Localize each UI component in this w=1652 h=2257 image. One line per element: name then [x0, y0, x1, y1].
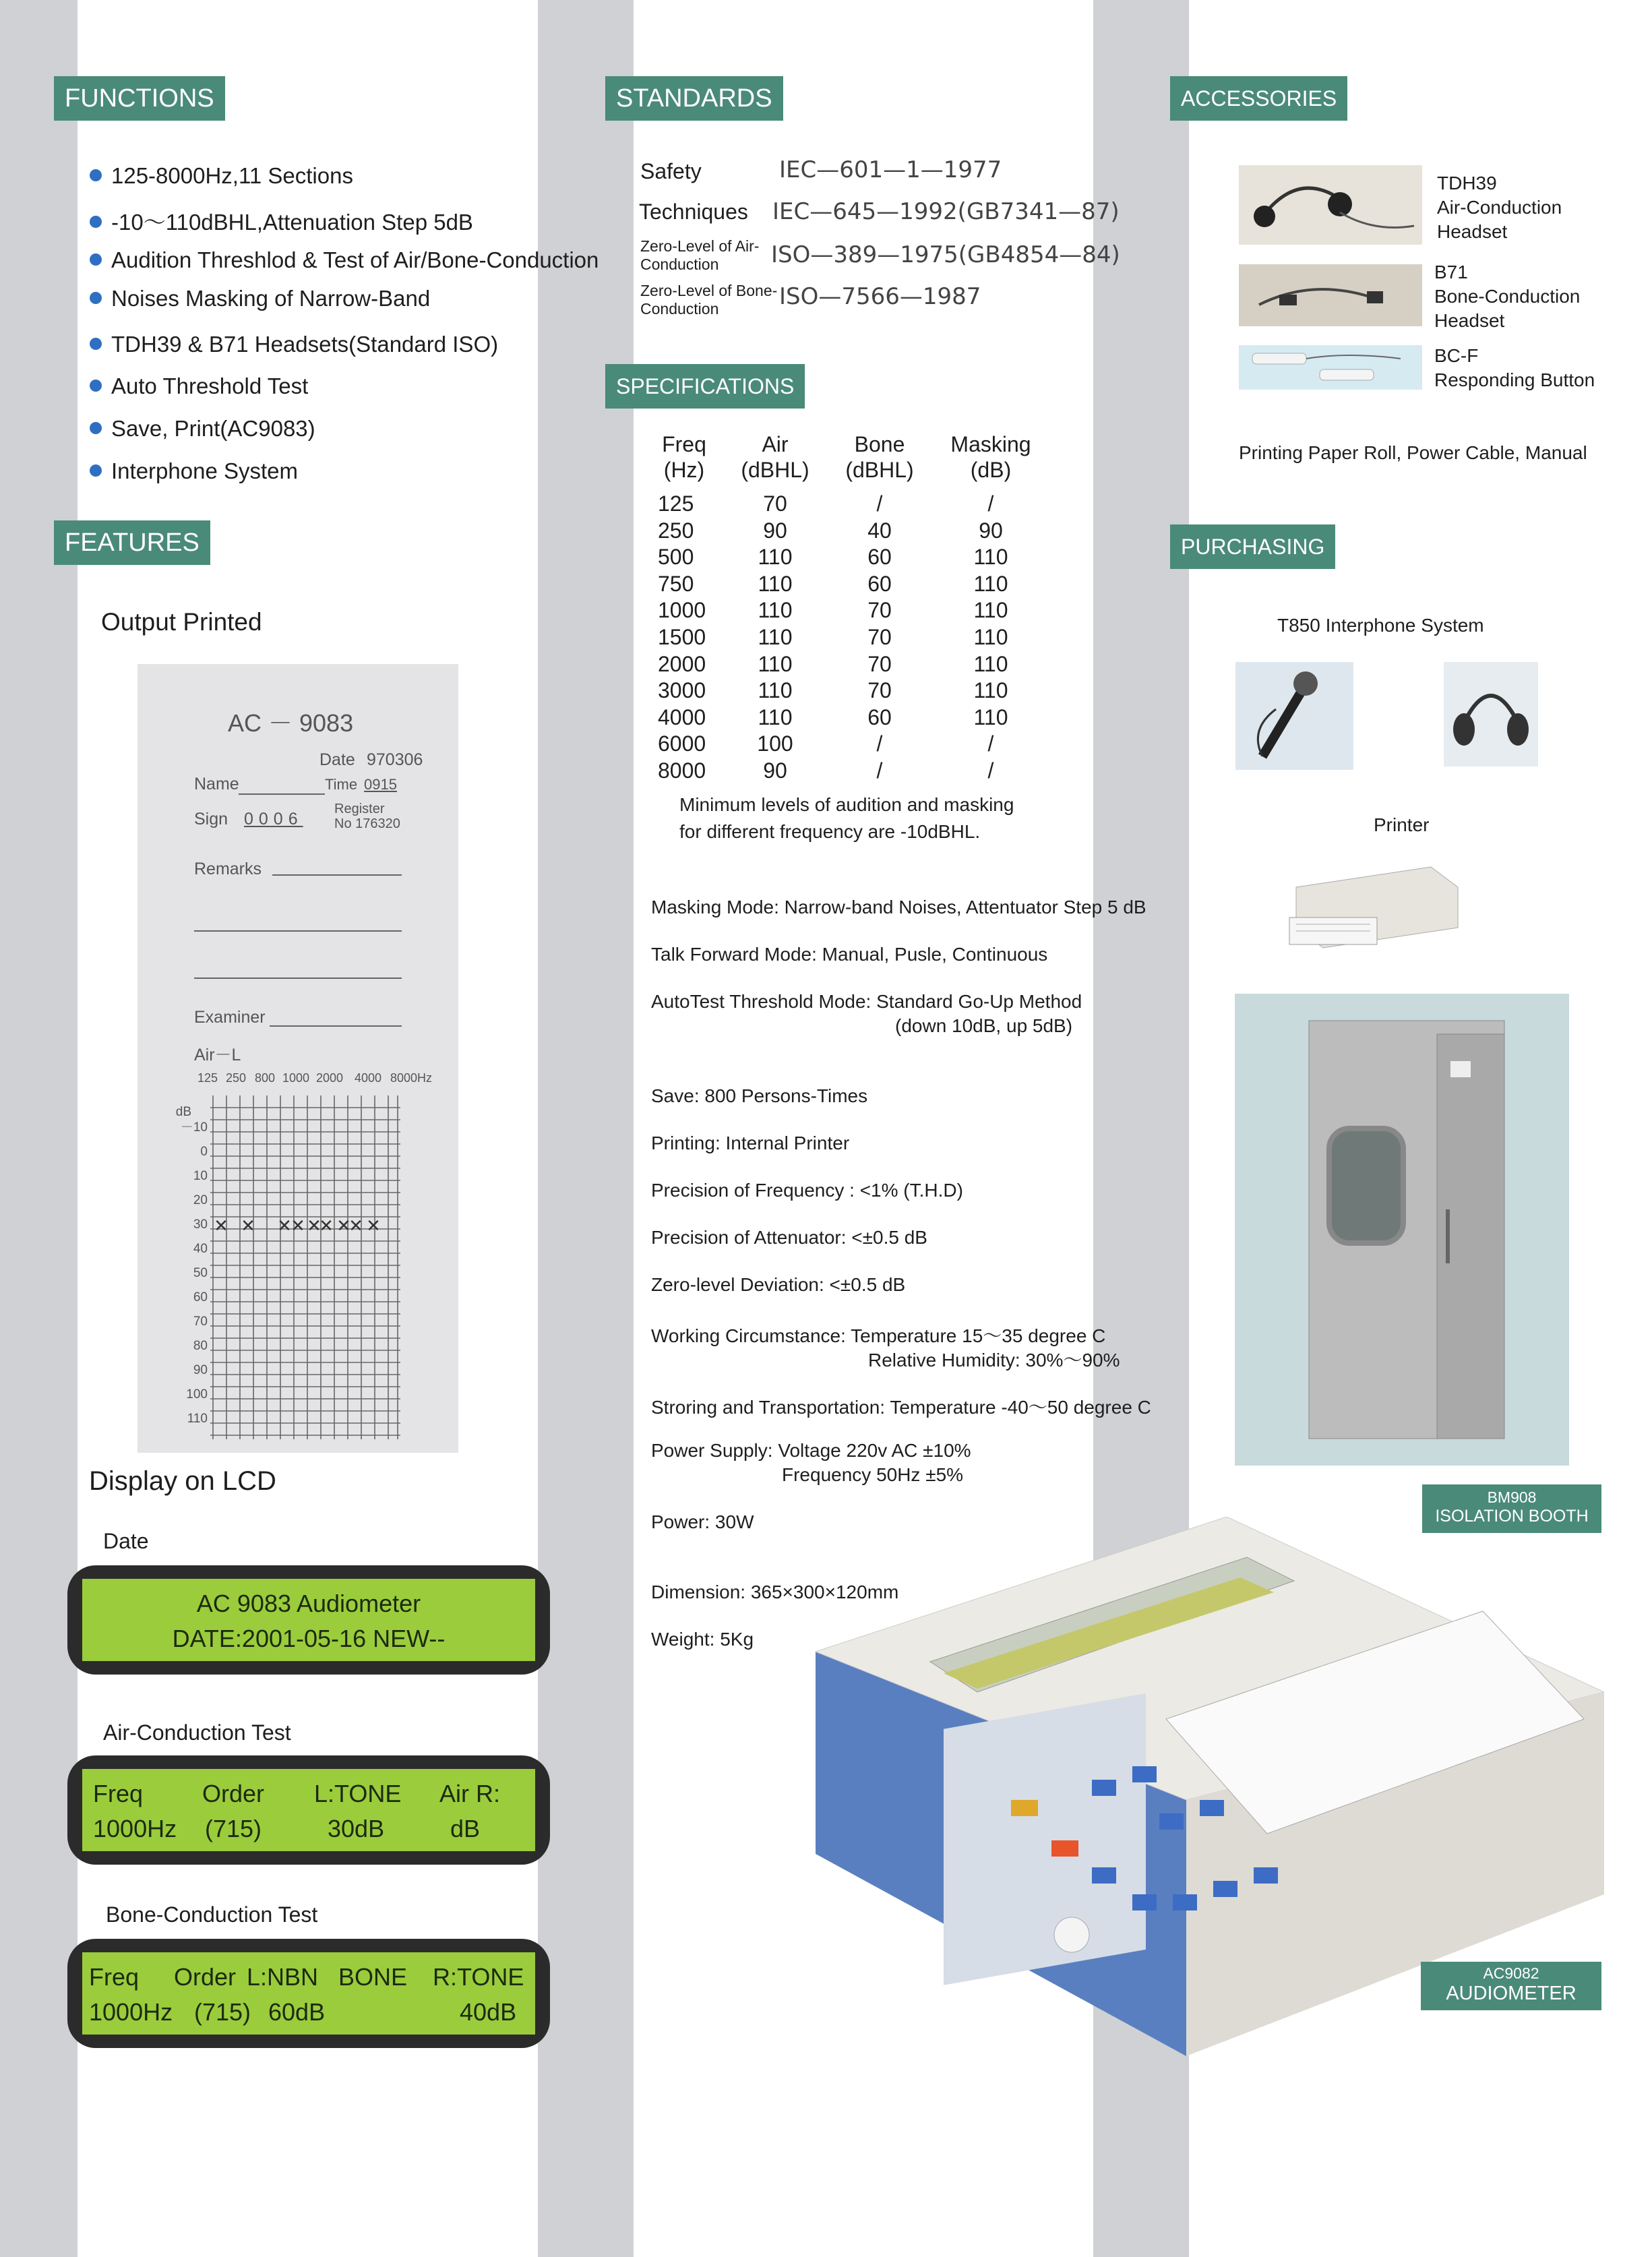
spec-header-cell: Bone (dBHL)	[845, 432, 914, 482]
audiogram-db-label: 90	[193, 1363, 208, 1377]
accessories-extras: Printing Paper Roll, Power Cable, Manual	[1239, 442, 1587, 463]
printout-sign-label: Sign	[194, 810, 228, 829]
printout-remarks-label: Remarks	[194, 860, 262, 878]
lcd-cell: Air R:	[439, 1780, 500, 1807]
spec-line-power: Power: 30W	[651, 1511, 754, 1532]
audiogram-marker: ✕	[214, 1215, 228, 1236]
lcd-cell: (715)	[194, 1998, 251, 2026]
booth-model: BM908	[1487, 1488, 1537, 1506]
spec-header-cell: Freq (Hz)	[662, 432, 706, 482]
lcd-cell: Freq	[89, 1963, 140, 1991]
audiogram-grid	[210, 1095, 400, 1439]
audiogram-db-label: 110	[187, 1412, 208, 1426]
printer-icon	[1276, 847, 1471, 955]
audiogram-marker: ✕	[348, 1215, 363, 1236]
printout-date-value: 970306	[367, 750, 423, 769]
audiogram-marker: ✕	[336, 1215, 351, 1236]
booth-icon	[1235, 994, 1569, 1466]
bone-headset-icon	[1239, 264, 1422, 326]
spec-line-save: Save: 800 Persons-Times	[651, 1085, 868, 1106]
spec-line-dimension: Dimension: 365×300×120mm	[651, 1582, 899, 1602]
lcd-cell: R:TONE	[433, 1963, 524, 1991]
spec-line-working: Working Circumstance: Temperature 15～35 degree C	[651, 1325, 1106, 1346]
printout-sheet	[137, 664, 458, 1453]
audiogram-freq-label: 1000	[282, 1071, 310, 1085]
standards-header: STANDARDS	[605, 76, 783, 121]
audiogram-marker: ✕	[307, 1215, 322, 1236]
printout-register-no: No 176320	[334, 816, 400, 831]
lcd-cell: L:TONE	[314, 1780, 402, 1807]
functions-item: -10～110dBHL,Attenuation Step 5dB	[90, 205, 473, 237]
spec-note: for different frequency are -10dBHL.	[679, 821, 981, 842]
accessories-header: ACCESSORIES	[1170, 76, 1347, 121]
bullet-icon	[90, 338, 102, 350]
lcd-cell: (715)	[205, 1815, 262, 1842]
audiogram-freq-label: 8000Hz	[390, 1071, 433, 1085]
functions-item: Noises Masking of Narrow-Band	[90, 286, 430, 311]
audiogram-db-label: 60	[193, 1290, 208, 1304]
accessory-name: TDH39	[1437, 173, 1497, 193]
audiogram-db-label: 0	[200, 1145, 208, 1159]
left-gray-band	[0, 0, 78, 2257]
audiogram-db-label: 20	[193, 1193, 208, 1207]
bullet-icon	[90, 169, 102, 181]
spec-row: 6000 100 / /	[658, 731, 994, 756]
printout-examiner-label: Examiner	[194, 1008, 266, 1027]
lcd-bone-display	[67, 1939, 550, 2048]
lcd-air-label: Air-Conduction Test	[103, 1720, 291, 1745]
bullet-icon	[90, 253, 102, 266]
audiometer-name: AUDIOMETER	[1446, 1983, 1577, 2004]
spec-row: 2000 110 70 110	[658, 651, 1008, 676]
spec-line-autotest-2: (down 10dB, up 5dB)	[895, 1015, 1073, 1036]
audiogram-db-label: 40	[193, 1242, 208, 1256]
accessory-desc: Air-Conduction	[1437, 197, 1562, 218]
printer-image	[1276, 847, 1471, 955]
audiogram-marker: ✕	[290, 1215, 305, 1236]
responding-button-icon	[1239, 345, 1422, 390]
lcd-date-display	[67, 1565, 550, 1675]
bullet-icon	[90, 216, 102, 228]
audiogram-freq-label: 4000	[354, 1071, 382, 1085]
bullet-icon	[90, 464, 102, 477]
printout-sign-value: 0006	[244, 810, 303, 829]
spec-line-freq-precision: Precision of Frequency : <1% (T.H.D)	[651, 1180, 963, 1201]
printout-date-label: Date	[319, 750, 355, 769]
audiogram-db-label: 10	[193, 1169, 208, 1183]
printout-time-label: Time	[325, 776, 358, 793]
audiogram-freq-label: 800	[254, 1071, 276, 1085]
printout-chart-label: Air－L	[194, 1046, 241, 1064]
audiogram-db-label: －10	[180, 1120, 208, 1135]
functions-item: Auto Threshold Test	[90, 373, 308, 399]
spec-line-atten-precision: Precision of Attenuator: <±0.5 dB	[651, 1227, 927, 1248]
spec-line-power-supply-2: Frequency 50Hz ±5%	[782, 1464, 964, 1485]
audiogram-freq-label: 2000	[315, 1071, 344, 1085]
spec-row: 750 110 60 110	[658, 571, 1008, 596]
lcd-screen	[82, 1769, 535, 1851]
lcd-air-display	[67, 1755, 550, 1865]
accessory-desc: Headset	[1434, 310, 1505, 331]
lcd-cell: 60dB	[268, 1998, 326, 2026]
tdh39-headset-image	[1239, 165, 1422, 245]
spec-line-zero-level: Zero-level Deviation: <±0.5 dB	[651, 1274, 906, 1295]
audiogram-chart	[137, 664, 458, 1453]
interphone-title: T850 Interphone System	[1277, 615, 1484, 636]
booth-name: ISOLATION BOOTH	[1435, 1507, 1589, 1526]
audiometer-model: AC9082	[1483, 1964, 1539, 1982]
printout-register-label: Register	[334, 802, 385, 816]
spec-row: 1500 110 70 110	[658, 624, 1008, 649]
spec-row: 1000 110 70 110	[658, 598, 1008, 623]
lcd-cell: 40dB	[460, 1998, 517, 2026]
standard-label: Zero-Level of Air-Conduction	[640, 237, 760, 273]
accessory-desc: Responding Button	[1434, 369, 1595, 390]
audiogram-marker: ✕	[241, 1215, 255, 1236]
audiogram-marker: ✕	[319, 1215, 334, 1236]
bc-f-button-image	[1239, 345, 1422, 390]
spec-line-power-supply: Power Supply: Voltage 220v AC ±10%	[651, 1440, 971, 1461]
standard-value: ISO—389—1975(GB4854—84)	[771, 241, 1120, 268]
accessory-desc: Bone-Conduction	[1434, 286, 1581, 307]
spec-line-working-2: Relative Humidity: 30%～90%	[868, 1350, 1120, 1371]
lcd-date-label: Date	[103, 1529, 149, 1553]
lcd-cell: 1000Hz	[93, 1815, 177, 1842]
microphone-icon	[1235, 662, 1353, 770]
spec-line-storage: Stroring and Transportation: Temperature -40～50 degree C	[651, 1397, 1151, 1418]
audiogram-db-label: 50	[193, 1266, 208, 1280]
audiometer-caption	[1421, 1962, 1601, 2010]
accessory-desc: Headset	[1437, 221, 1508, 242]
isolation-booth-image	[1235, 994, 1569, 1466]
features-header: FEATURES	[54, 520, 210, 565]
spec-line-autotest: AutoTest Threshold Mode: Standard Go-Up Method	[651, 991, 1082, 1012]
spec-row: 8000 90 / /	[658, 758, 994, 783]
lcd-screen	[82, 1952, 535, 2035]
lcd-cell: dB	[450, 1815, 481, 1842]
printout-time-value: 0915	[364, 776, 397, 793]
spec-row: 125 70 / /	[658, 491, 994, 516]
functions-item: Save, Print(AC9083)	[90, 416, 315, 442]
spec-row: 4000 110 60 110	[658, 704, 1008, 729]
bullet-icon	[90, 292, 102, 304]
spec-line-printing: Printing: Internal Printer	[651, 1133, 850, 1153]
display-on-lcd-title: Display on LCD	[89, 1466, 276, 1496]
spec-row: 500 110 60 110	[658, 545, 1008, 570]
lcd-cell: 30dB	[328, 1815, 385, 1842]
spec-header-cell: Air (dBHL)	[741, 432, 809, 482]
functions-item: Interphone System	[90, 458, 298, 484]
audiogram-db-label: 80	[193, 1339, 208, 1353]
lcd-line: DATE:2001-05-16 NEW--	[172, 1625, 446, 1652]
bullet-icon	[90, 422, 102, 434]
microphone-image	[1235, 662, 1353, 770]
spec-line-weight: Weight: 5Kg	[651, 1629, 754, 1650]
headset-icon	[1444, 662, 1538, 766]
spec-header-cell: Masking (dB)	[950, 432, 1031, 482]
spec-table	[647, 431, 1051, 785]
lcd-bone-label: Bone-Conduction Test	[106, 1902, 318, 1927]
specifications-header: SPECIFICATIONS	[605, 364, 805, 409]
lcd-line: AC 9083 Audiometer	[196, 1590, 421, 1617]
audiogram-db-unit: dB	[175, 1105, 191, 1119]
standard-label: Techniques	[639, 200, 748, 224]
functions-item: 125-8000Hz,11 Sections	[90, 163, 353, 189]
printer-title: Printer	[1374, 814, 1430, 835]
accessory-name: BC-F	[1434, 345, 1479, 366]
spec-line-talk: Talk Forward Mode: Manual, Pusle, Continuous	[651, 944, 1048, 965]
audiogram-db-label: 30	[193, 1217, 208, 1232]
standard-label: Safety	[640, 159, 702, 183]
standard-value: IEC—601—1—1977	[779, 156, 1002, 183]
audiogram-marker: ✕	[366, 1215, 381, 1236]
audiogram-db-label: 70	[193, 1315, 208, 1329]
lcd-cell: BONE	[338, 1963, 408, 1991]
lcd-cell: Order	[174, 1963, 237, 1991]
functions-item: TDH39 & B71 Headsets(Standard ISO)	[90, 332, 498, 357]
spec-row: 250 90 40 90	[658, 518, 1003, 543]
spec-note: Minimum levels of audition and masking	[679, 794, 1014, 815]
lcd-cell: Order	[202, 1780, 265, 1807]
printout-model: AC － 9083	[228, 709, 354, 737]
audiogram-marker: ✕	[277, 1215, 292, 1236]
bullet-icon	[90, 380, 102, 392]
functions-header: FUNCTIONS	[54, 76, 225, 121]
audiogram-freq-label: 125	[197, 1071, 218, 1085]
spec-line-masking: Masking Mode: Narrow-band Noises, Attentuator Step 5 dB	[651, 897, 1146, 917]
purchasing-header: PURCHASING	[1170, 524, 1335, 569]
audiogram-db-label: 100	[186, 1387, 208, 1402]
interphone-headset-image	[1444, 662, 1538, 766]
lcd-cell: 1000Hz	[89, 1998, 173, 2026]
headset-icon	[1239, 165, 1422, 245]
audiogram-freq-label: 250	[225, 1071, 247, 1085]
lcd-cell: Freq	[93, 1780, 144, 1807]
output-printed-title: Output Printed	[101, 608, 262, 636]
standard-value: IEC—645—1992(GB7341—87)	[772, 198, 1120, 225]
functions-item: Audition Threshlod & Test of Air/Bone-Conduction	[90, 247, 599, 273]
accessory-name: B71	[1434, 262, 1468, 282]
b71-headset-image	[1239, 264, 1422, 326]
spec-header-row	[647, 431, 1051, 483]
lcd-cell: L:NBN	[247, 1963, 319, 1991]
lcd-screen	[82, 1579, 535, 1661]
middle-gray-band	[538, 0, 634, 2257]
standard-label: Zero-Level of Bone-Conduction	[640, 282, 778, 318]
spec-row: 3000 110 70 110	[658, 678, 1008, 703]
printout-name-label: Name	[194, 775, 239, 793]
standard-value: ISO—7566—1987	[779, 283, 981, 310]
